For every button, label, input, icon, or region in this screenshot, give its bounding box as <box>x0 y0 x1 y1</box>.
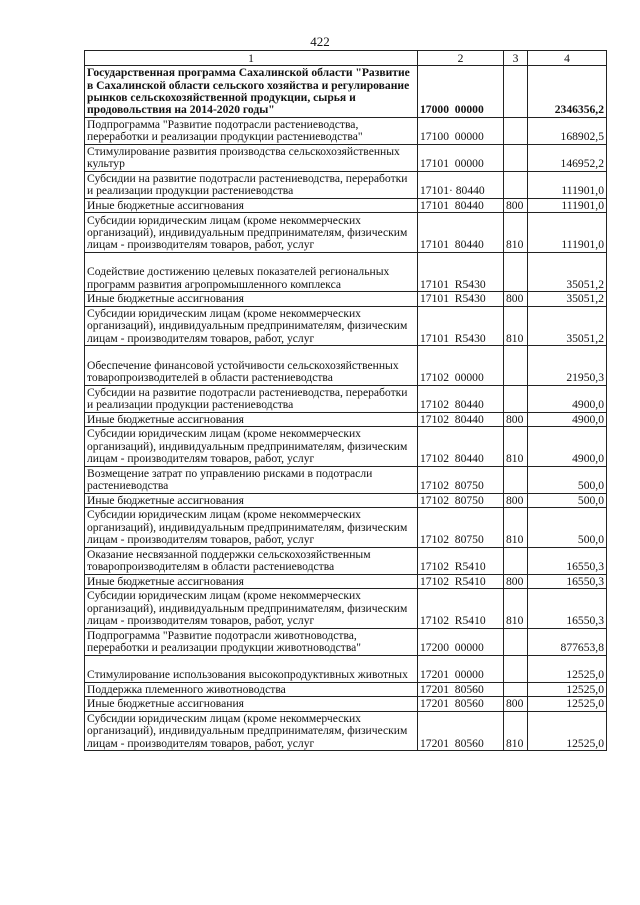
cell-type <box>504 117 528 144</box>
cell-type: 800 <box>504 574 528 589</box>
cell-code: 17101 00000 <box>418 144 504 171</box>
table-body <box>85 66 607 751</box>
cell-name: Обеспечение финансовой устойчивости сельскохозяйственных товаропроизводителей в области растениеводства <box>85 346 418 385</box>
table-row <box>85 628 607 655</box>
cell-type: 800 <box>504 292 528 307</box>
cell-name: Субсидии юридическим лицам (кроме некоммерческих организаций), индивидуальным предпринимателям, физическим лицам - производителям товаров, работ, услуг <box>85 427 418 466</box>
cell-code: 17101 R5430 <box>418 292 504 307</box>
cell-code: 17000 00000 <box>418 66 504 118</box>
table-row <box>85 171 607 198</box>
table-row <box>85 711 607 750</box>
table-row <box>85 198 607 213</box>
cell-name: Субсидии на развитие подотрасли растениеводства, переработки и реализации продукции растениеводства <box>85 385 418 412</box>
cell-code: 17102 00000 <box>418 346 504 385</box>
table-row <box>85 427 607 466</box>
cell-sum: 16550,3 <box>528 574 607 589</box>
cell-name: Иные бюджетные ассигнования <box>85 574 418 589</box>
cell-sum: 111901,0 <box>528 213 607 252</box>
table-row <box>85 117 607 144</box>
cell-code: 17101 R5430 <box>418 252 504 291</box>
cell-code: 17101 80440 <box>418 198 504 213</box>
cell-sum: 12525,0 <box>528 697 607 712</box>
cell-type <box>504 144 528 171</box>
cell-name: Субсидии на развитие подотрасли растениеводства, переработки и реализации продукции растениеводства <box>85 171 418 198</box>
table-row <box>85 252 607 291</box>
cell-name: Субсидии юридическим лицам (кроме некоммерческих организаций), индивидуальным предпринимателям, физическим лицам - производителям товаров, работ, услуг <box>85 508 418 547</box>
cell-sum: 111901,0 <box>528 171 607 198</box>
cell-sum: 146952,2 <box>528 144 607 171</box>
table-row <box>85 213 607 252</box>
table-row <box>85 306 607 345</box>
cell-sum: 2346356,2 <box>528 66 607 118</box>
cell-name: Субсидии юридическим лицам (кроме некоммерческих организаций), индивидуальным предпринимателям, физическим лицам - производителям товаров, работ, услуг <box>85 213 418 252</box>
cell-name: Поддержка племенного животноводства <box>85 682 418 697</box>
cell-type: 800 <box>504 198 528 213</box>
cell-sum: 12525,0 <box>528 682 607 697</box>
table-row <box>85 574 607 589</box>
table-row <box>85 466 607 493</box>
cell-code: 17102 R5410 <box>418 589 504 628</box>
cell-name: Подпрограмма "Развитие подотрасли растениеводства, переработки и реализации продукции растениеводства" <box>85 117 418 144</box>
cell-type: 810 <box>504 508 528 547</box>
column-header: 2 <box>418 51 504 66</box>
cell-code: 17102 R5410 <box>418 547 504 574</box>
cell-type <box>504 171 528 198</box>
cell-type <box>504 547 528 574</box>
cell-sum: 35051,2 <box>528 292 607 307</box>
cell-sum: 21950,3 <box>528 346 607 385</box>
cell-type: 810 <box>504 306 528 345</box>
table-row <box>85 292 607 307</box>
cell-code: 17101 R5430 <box>418 306 504 345</box>
cell-name: Иные бюджетные ассигнования <box>85 292 418 307</box>
cell-code: 17201 80560 <box>418 697 504 712</box>
cell-type <box>504 628 528 655</box>
cell-sum: 16550,3 <box>528 547 607 574</box>
cell-type <box>504 466 528 493</box>
cell-code: 17101 80440 <box>418 213 504 252</box>
table-row <box>85 697 607 712</box>
cell-code: 17100 00000 <box>418 117 504 144</box>
table-row <box>85 144 607 171</box>
cell-code: 17101· 80440 <box>418 171 504 198</box>
cell-code: 17102 80440 <box>418 427 504 466</box>
cell-type <box>504 655 528 682</box>
cell-sum: 4900,0 <box>528 385 607 412</box>
table-row <box>85 508 607 547</box>
cell-sum: 500,0 <box>528 508 607 547</box>
cell-code: 17201 80560 <box>418 682 504 697</box>
cell-name: Подпрограмма "Развитие подотрасли животноводства, переработки и реализации продукции животноводства" <box>85 628 418 655</box>
cell-sum: 168902,5 <box>528 117 607 144</box>
cell-sum: 35051,2 <box>528 306 607 345</box>
budget-table <box>84 50 607 751</box>
cell-type: 810 <box>504 589 528 628</box>
cell-name: Стимулирование развития производства сельскохозяйственных культур <box>85 144 418 171</box>
cell-name: Возмещение затрат по управлению рисками в подотрасли растениеводства <box>85 466 418 493</box>
table-row <box>85 493 607 508</box>
cell-name: Иные бюджетные ассигнования <box>85 697 418 712</box>
table-row <box>85 385 607 412</box>
cell-sum: 12525,0 <box>528 655 607 682</box>
cell-type: 810 <box>504 427 528 466</box>
cell-type: 800 <box>504 493 528 508</box>
cell-name: Стимулирование использования высокопродуктивных животных <box>85 655 418 682</box>
table-row <box>85 682 607 697</box>
cell-type <box>504 346 528 385</box>
table-row <box>85 655 607 682</box>
cell-name: Иные бюджетные ассигнования <box>85 198 418 213</box>
cell-type <box>504 66 528 118</box>
cell-name: Иные бюджетные ассигнования <box>85 412 418 427</box>
column-header: 4 <box>528 51 607 66</box>
table-header-row <box>85 51 607 66</box>
cell-name: Содействие достижению целевых показателей региональных программ развития агропромышленного комплекса <box>85 252 418 291</box>
cell-code: 17102 80750 <box>418 508 504 547</box>
cell-type <box>504 385 528 412</box>
cell-sum: 500,0 <box>528 493 607 508</box>
cell-sum: 4900,0 <box>528 427 607 466</box>
cell-name: Субсидии юридическим лицам (кроме некоммерческих организаций), индивидуальным предпринимателям, физическим лицам - производителям товаров, работ, услуг <box>85 306 418 345</box>
cell-name: Субсидии юридическим лицам (кроме некоммерческих организаций), индивидуальным предпринимателям, физическим лицам - производителям товаров, работ, услуг <box>85 589 418 628</box>
cell-sum: 111901,0 <box>528 198 607 213</box>
cell-code: 17102 R5410 <box>418 574 504 589</box>
cell-name: Государственная программа Сахалинской области "Развитие в Сахалинской области сельского хозяйства и регулирование рынков сельскохозяйственной продукции, сырья и продовольствия на 2014-2020 годы" <box>85 66 418 118</box>
cell-code: 17102 80440 <box>418 385 504 412</box>
cell-name: Субсидии юридическим лицам (кроме некоммерческих организаций), индивидуальным предпринимателям, физическим лицам - производителям товаров, работ, услуг <box>85 711 418 750</box>
table-row <box>85 346 607 385</box>
cell-type: 800 <box>504 412 528 427</box>
cell-type: 810 <box>504 711 528 750</box>
cell-name: Иные бюджетные ассигнования <box>85 493 418 508</box>
cell-type <box>504 252 528 291</box>
cell-code: 17102 80750 <box>418 493 504 508</box>
cell-sum: 500,0 <box>528 466 607 493</box>
page-number: 422 <box>310 34 330 49</box>
cell-type: 800 <box>504 697 528 712</box>
cell-sum: 877653,8 <box>528 628 607 655</box>
cell-code: 17201 80560 <box>418 711 504 750</box>
cell-code: 17102 80750 <box>418 466 504 493</box>
column-header: 1 <box>85 51 418 66</box>
column-header: 3 <box>504 51 528 66</box>
cell-sum: 16550,3 <box>528 589 607 628</box>
cell-code: 17102 80440 <box>418 412 504 427</box>
table-row <box>85 66 607 118</box>
cell-code: 17201 00000 <box>418 655 504 682</box>
cell-type <box>504 682 528 697</box>
cell-sum: 4900,0 <box>528 412 607 427</box>
cell-sum: 12525,0 <box>528 711 607 750</box>
table-row <box>85 412 607 427</box>
cell-sum: 35051,2 <box>528 252 607 291</box>
cell-name: Оказание несвязанной поддержки сельскохозяйственным товаропроизводителям в области растениеводства <box>85 547 418 574</box>
table-row <box>85 547 607 574</box>
table-row <box>85 589 607 628</box>
cell-type: 810 <box>504 213 528 252</box>
cell-code: 17200 00000 <box>418 628 504 655</box>
